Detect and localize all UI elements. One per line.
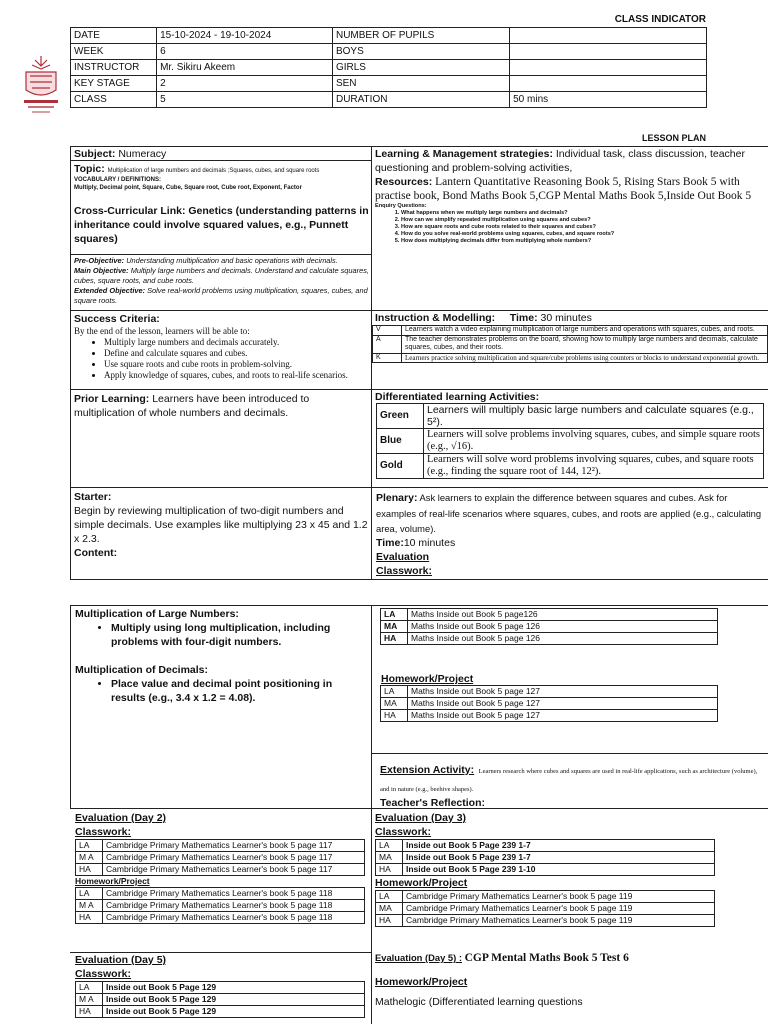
- header-row: [71, 28, 707, 44]
- header-cell: [510, 76, 707, 92]
- level-cell: HA: [76, 912, 103, 924]
- header-cell: 50 mins: [510, 92, 707, 108]
- table-row: [376, 915, 715, 927]
- prior-learning-cell: Prior Learning: Learners have been introduced to multiplication of whole numbers and decimals.: [74, 393, 310, 419]
- value-cell: Inside out Book 5 Page 239 1-7: [403, 852, 715, 864]
- vak-table: [372, 325, 768, 363]
- differentiation-table: [376, 403, 764, 479]
- homework-day1-label: Homework/Project: [381, 673, 474, 685]
- table-row: [381, 609, 718, 621]
- value-cell: Inside out Book 5 Page 239 1-7: [403, 840, 715, 852]
- level-cell: HA: [76, 1006, 103, 1018]
- value-cell: Maths Inside out Book 5 page 127: [408, 710, 718, 722]
- plenary-cell: Plenary: Ask learners to explain the difference between squares and cubes. Ask for examples of real-life scenarios where squares, cubes, and roots are applied (e.g., calculating area, volume). Time:10 minutes Evaluation Classwork:: [376, 492, 762, 577]
- header-cell: 2: [157, 76, 333, 92]
- table-row: [76, 1006, 365, 1018]
- header-cell: WEEK: [71, 44, 157, 60]
- header-cell: [510, 60, 707, 76]
- level-cell: M A: [76, 994, 103, 1006]
- vak-row: K Learners practice solving multiplication and square/cube problems using counters or blocks to understand exponential growth.: [373, 353, 768, 363]
- table-row: [76, 864, 365, 876]
- header-cell: CLASS: [71, 92, 157, 108]
- diff-row: Gold Learners will solve word problems involving squares, cubes, and square roots (e.g., finding the square root of 144, 12²).: [377, 454, 764, 479]
- value-cell: Cambridge Primary Mathematics Learner's book 5 page 117: [103, 840, 365, 852]
- value-cell: Maths Inside out Book 5 page 127: [408, 686, 718, 698]
- enquiry-question: 3. How are square roots and cube roots related to their squares and cubes?: [401, 224, 768, 231]
- value-cell: Maths Inside out Book 5 page 126: [408, 621, 718, 633]
- topic-cell: Topic: Multiplication of large numbers and decimals ;Squares, cubes, and square roots VOCABULARY / DEFINITIONS: Multiply, Decimal point, Square, Cube, Square root, Cube root, Exponent, Factor Cross-Curricular Link: Genetics (understanding patterns in inheritance could involve squared values, e.g., Punnett squares): [74, 163, 369, 245]
- diff-row: Green Learners will multiply basic large numbers and calculate squares (e.g., 5²).: [377, 404, 764, 429]
- header-cell: GIRLS: [332, 60, 509, 76]
- value-cell: Cambridge Primary Mathematics Learner's book 5 page 118: [103, 888, 365, 900]
- level-cell: HA: [76, 864, 103, 876]
- level-cell: MA: [376, 903, 403, 915]
- header-cell: KEY STAGE: [71, 76, 157, 92]
- header-cell: DURATION: [332, 92, 509, 108]
- enquiry-question: 4. How do you solve real-world problems using squares, cubes, and square roots?: [401, 231, 768, 238]
- level-cell: LA: [381, 609, 408, 621]
- strategies-cell: Learning & Management strategies: Individual task, class discussion, teacher questioning and problem-solving activities, Resources: Lantern Quantitative Reasoning Book 5, Rising Stars Book 5 with practise book, Bond Maths Book 5,CGP Mental Maths Book 5,Inside Out Book 5 Enquiry Questions: 1. What happens when we multiply large numbers and decimals? 2. How can we simplify repeated multiplication using squares and cubes? 3. How are square roots and cube roots related to their squares and cubes? 4. How do you solve real-world problems using squares, cubes, and square roots? 5. How does multiplying decimals differ from multiplying whole numbers?: [375, 147, 768, 245]
- header-cell: BOYS: [332, 44, 509, 60]
- value-cell: Maths Inside out Book 5 page 127: [408, 698, 718, 710]
- level-cell: LA: [376, 840, 403, 852]
- evaluation-day3: Evaluation (Day 3) Classwork: LA Inside out Book 5 Page 239 1-7 MA Inside out Book 5 Page 239 1-7 HA Inside out Book 5 Page 239 1-10 Homework/Project LA Cambridge Primary Mathematics Learner's book 5 page 119 MA Cambridge Primary Mathematics Learner's book 5 page 119 HA Cambridge Primary Mathematics Learner's book 5 page 119: [375, 811, 767, 927]
- header-cell: 6: [157, 44, 333, 60]
- homework-day3-table: [375, 890, 715, 927]
- table-row: [376, 864, 715, 876]
- value-cell: Cambridge Primary Mathematics Learner's book 5 page 119: [403, 903, 715, 915]
- table-row: [381, 710, 718, 722]
- table-row: [76, 912, 365, 924]
- starter-cell: Starter: Begin by reviewing multiplication of two-digit numbers and simple decimals. Use examples like multiplying 23 x 45 and 1.2 x 2.3. Content:: [74, 491, 368, 559]
- vak-row: A The teacher demonstrates problems on the board, showing how to multiply large numbers and decimals, calculate squares, cubes, and their roots.: [373, 335, 768, 353]
- value-cell: Cambridge Primary Mathematics Learner's book 5 page 118: [103, 912, 365, 924]
- header-row: [71, 60, 707, 76]
- level-cell: LA: [381, 686, 408, 698]
- value-cell: Cambridge Primary Mathematics Learner's book 5 page 118: [103, 900, 365, 912]
- success-item: • Use square roots and cube roots in problem-solving.: [104, 359, 370, 370]
- classwork-day3-table: [375, 839, 715, 876]
- level-cell: M A: [76, 852, 103, 864]
- table-row: [376, 840, 715, 852]
- table-row: [76, 840, 365, 852]
- success-item: • Multiply large numbers and decimals accurately.: [104, 337, 370, 348]
- level-cell: LA: [76, 840, 103, 852]
- level-cell: LA: [376, 891, 403, 903]
- diff-heading: Differentiated learning Activities:: [375, 391, 540, 403]
- content-body: Multiplication of Large Numbers: • Multiply using long multiplication, including problems with four-digit numbers. Multiplication of Decimals: • Place value and decimal point positioning in results (e.g., 3.4 x 1.2 = 4.08).: [75, 607, 367, 705]
- table-row: [76, 888, 365, 900]
- success-item: • Apply knowledge of squares, cubes, and roots to real-life scenarios.: [104, 370, 370, 381]
- value-cell: Inside out Book 5 Page 129: [103, 994, 365, 1006]
- class-indicator-label: CLASS INDICATOR: [614, 14, 706, 25]
- header-row: [71, 92, 707, 108]
- evaluation-day2: Evaluation (Day 2) Classwork: LA Cambridge Primary Mathematics Learner's book 5 page 117 M A Cambridge Primary Mathematics Learner's book 5 page 117 HA Cambridge Primary Mathematics Learner's book 5 page 117 Homework/Project LA Cambridge Primary Mathematics Learner's book 5 page 118 M A Cambridge Primary Mathematics Learner's book 5 page 118 HA Cambridge Primary Mathematics Learner's book 5 page 118: [75, 811, 367, 924]
- objectives-cell: Pre-Objective: Understanding multiplication and basic operations with decimals. Main Objective: Multiply large numbers and decimals. Understand and calculate squares, cubes, square roots, and cube roots. Extended Objective: Solve real-world problems using multiplication, squares, cubes, and square roots.: [74, 256, 369, 305]
- value-cell: Cambridge Primary Mathematics Learner's book 5 page 119: [403, 891, 715, 903]
- success-criteria-cell: Success Criteria: By the end of the lesson, learners will be able to: • Multiply large numbers and decimals accurately. • Define and calculate squares and cubes. • Use square roots and cube roots in problem-solving. • Apply knowledge of squares, cubes, and roots to real-life scenarios.: [74, 312, 370, 381]
- vak-row: V Learners watch a video explaining multiplication of large numbers and operations with squares, cubes, and roots.: [373, 326, 768, 336]
- level-cell: HA: [381, 710, 408, 722]
- success-item: • Define and calculate squares and cubes.: [104, 348, 370, 359]
- header-cell: [510, 44, 707, 60]
- level-cell: HA: [376, 864, 403, 876]
- value-cell: Maths Inside out Book 5 page126: [408, 609, 718, 621]
- value-cell: Inside out Book 5 Page 239 1-10: [403, 864, 715, 876]
- classwork-day5-table: [75, 981, 365, 1018]
- value-cell: Inside out Book 5 Page 129: [103, 1006, 365, 1018]
- level-cell: MA: [381, 698, 408, 710]
- table-row: [76, 994, 365, 1006]
- evaluation-day5-right: Evaluation (Day 5) : CGP Mental Maths Book 5 Test 6 Homework/Project Mathelogic (Differentiated learning questions: [375, 952, 629, 1008]
- header-cell: 15-10-2024 - 19-10-2024: [157, 28, 333, 44]
- level-cell: MA: [381, 621, 408, 633]
- value-cell: Maths Inside out Book 5 page 126: [408, 633, 718, 645]
- homework-day1-table: [380, 685, 718, 722]
- extension-activity: Extension Activity: Learners research where cubes and squares are used in real-life applications, such as architecture (volume), and in nature (e.g., beehive shapes).: [380, 764, 758, 793]
- subject-row: Subject: Numeracy: [74, 148, 167, 160]
- header-cell: [510, 28, 707, 44]
- classwork-day2-table: [75, 839, 365, 876]
- header-cell: NUMBER OF PUPILS: [332, 28, 509, 44]
- table-row: [376, 903, 715, 915]
- table-row: [76, 982, 365, 994]
- school-logo-icon: [20, 52, 62, 118]
- header-cell: 5: [157, 92, 333, 108]
- enquiry-question: 5. How does multiplying decimals differ from multiplying whole numbers?: [401, 238, 768, 245]
- evaluation-day5-left: Evaluation (Day 5) Classwork: LA Inside out Book 5 Page 129 M A Inside out Book 5 Page 129 HA Inside out Book 5 Page 129: [75, 953, 367, 1018]
- header-cell: INSTRUCTOR: [71, 60, 157, 76]
- lesson-plan-label: LESSON PLAN: [641, 133, 706, 143]
- value-cell: Cambridge Primary Mathematics Learner's book 5 page 119: [403, 915, 715, 927]
- table-row: [381, 698, 718, 710]
- table-row: [76, 852, 365, 864]
- enquiry-question: 2. How can we simplify repeated multiplication using squares and cubes?: [401, 217, 768, 224]
- cross-curricular-link: Cross-Curricular Link: Genetics (understanding patterns in inheritance could involve squared values, e.g., Punnett squares): [74, 205, 369, 245]
- teachers-reflection: Teacher's Reflection:: [380, 797, 485, 809]
- header-cell: SEN: [332, 76, 509, 92]
- diff-row: Blue Learners will solve problems involving squares, cubes, and simple square roots (e.g., √16).: [377, 429, 764, 454]
- header-cell: Mr. Sikiru Akeem: [157, 60, 333, 76]
- level-cell: LA: [76, 982, 103, 994]
- header-row: [71, 76, 707, 92]
- table-row: [76, 900, 365, 912]
- table-row: [381, 621, 718, 633]
- header-cell: DATE: [71, 28, 157, 44]
- homework-day2-table: [75, 887, 365, 924]
- value-cell: Cambridge Primary Mathematics Learner's book 5 page 117: [103, 852, 365, 864]
- table-row: [381, 633, 718, 645]
- table-row: [376, 891, 715, 903]
- classwork-day1-table: [380, 608, 718, 645]
- value-cell: Inside out Book 5 Page 129: [103, 982, 365, 994]
- level-cell: M A: [76, 900, 103, 912]
- table-row: [376, 852, 715, 864]
- class-info-table: [70, 27, 707, 108]
- instruction-heading: Instruction & Modelling: Time: 30 minutes: [375, 312, 592, 324]
- level-cell: LA: [76, 888, 103, 900]
- value-cell: Cambridge Primary Mathematics Learner's book 5 page 117: [103, 864, 365, 876]
- level-cell: MA: [376, 852, 403, 864]
- table-row: [381, 686, 718, 698]
- header-row: [71, 44, 707, 60]
- level-cell: HA: [381, 633, 408, 645]
- enquiry-question: 1. What happens when we multiply large numbers and decimals?: [401, 210, 768, 217]
- level-cell: HA: [376, 915, 403, 927]
